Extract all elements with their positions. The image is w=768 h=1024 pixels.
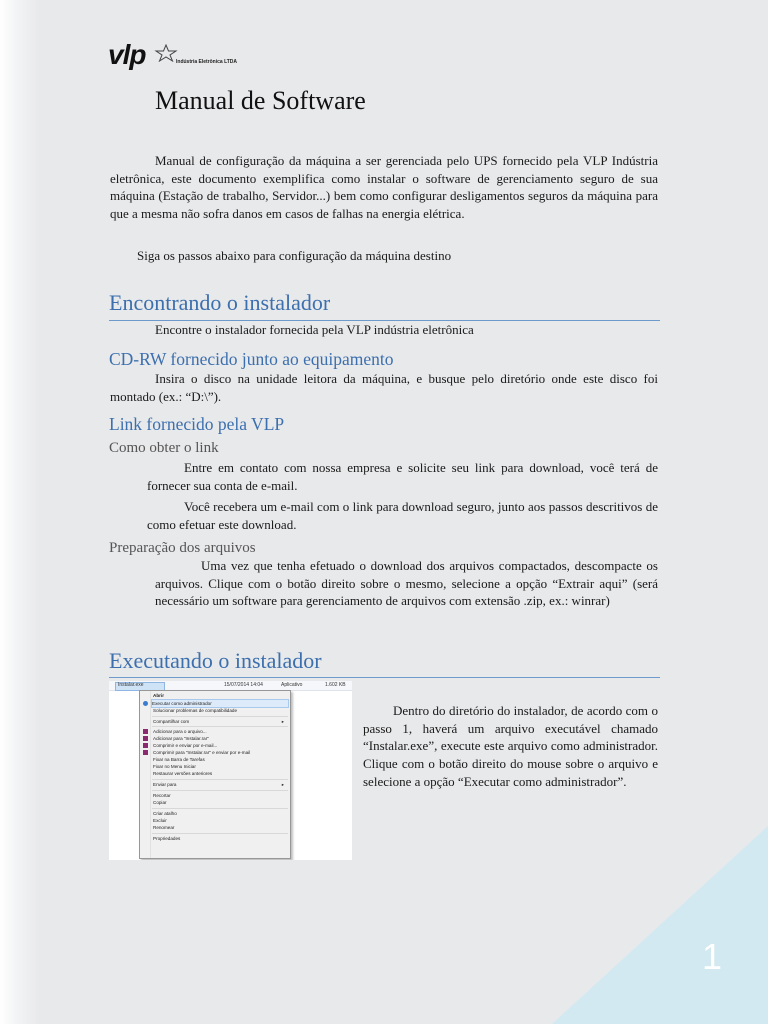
menu-item: Criar atalho [153,811,177,816]
logo-star-icon [154,44,178,62]
how-text-1: Entre em contato com nossa empresa e solicite seu link para download, você terá de fornecer sua conta de e-mail. [147,460,658,493]
file-name: Instalar.exe [118,682,144,688]
chevron-right-icon: ▸ [281,719,284,724]
how-text-2: Você recebera um e-mail com o link para download seguro, junto aos passos descritivos de como efetuar este download. [147,499,658,532]
subheading-cd-rw: CD-RW fornecido junto ao equipamento [109,349,394,369]
chevron-right-icon: ▸ [281,782,284,787]
winrar-icon [143,743,148,748]
steps-intro: Siga os passos abaixo para configuração da máquina destino [137,248,452,263]
company-logo [108,40,238,74]
section-rule [109,320,660,321]
page-edge-shadow [0,0,40,1024]
menu-item: Copiar [153,800,167,805]
file-type: Aplicativo [281,682,303,688]
winrar-icon [143,750,148,755]
menu-item: Adicionar para "Instalar.rar" [153,736,209,741]
menu-item: Renomear [153,825,175,830]
executing-text: Dentro do diretório do instalador, de acordo com o passo 1, haverá um arquivo executável chamado “Instalar.exe”, execute este arquivo como administrador. Clique com o botão direito do mouse sobre o arquivo e selecione a opção “Executar como administrador”. [363,703,658,789]
logo-brand: vlp [108,39,146,70]
winrar-icon [143,736,148,741]
menu-item: Excluir [153,818,167,823]
menu-item-submenu: Compartilhar com ▸ [153,719,284,724]
menu-item: Comprimir para "Instalar.rar" e enviar por e-mail [153,750,251,755]
cd-text: Insira o disco na unidade leitora da máquina, e busque pelo diretório onde este disco foi montado (ex.: “D:\”). [110,371,658,404]
subheading-link: Link fornecido pela VLP [109,414,285,434]
section-heading-encontrando: Encontrando o instalador [109,290,331,315]
logo-subtitle: Indústria Eletrônica LTDA [176,59,238,65]
menu-item: Comprimir e enviar por e-mail... [153,743,218,748]
section-heading-executando: Executando o instalador [109,648,322,673]
subheading-preparacao: Preparação dos arquivos [109,540,256,556]
menu-item-submenu: Enviar para ▸ [153,782,284,787]
prep-text: Uma vez que tenha efetuado o download dos arquivos compactados, descompacte os arquivos. Clique com o botão direito sobre o mesmo, selecione a opção “Extrair aqui” (será necessário um software para gerenciamento de arquivos com extensão .zip, ex.: winrar) [155,558,658,609]
document-title: Manual de Software [155,86,366,115]
menu-item: Abrir [153,693,164,698]
menu-item: Solucionar problemas de compatibilidade [153,708,238,713]
shield-icon [143,701,148,706]
section-rule [109,677,660,678]
section1-text: Encontre o instalador fornecida pela VLP indústria eletrônica [155,322,474,337]
subheading-como-obter: Como obter o link [109,440,219,456]
menu-item: Fixar no Menu Iniciar [153,764,196,769]
menu-item-selected: Executar como administrador [151,699,289,708]
context-menu [139,690,291,859]
winrar-icon [143,729,148,734]
intro-paragraph: Manual de configuração da máquina a ser gerenciada pelo UPS fornecido pela VLP Indústria eletrônica, este documento exemplifica como instalar o software de gerenciamento seguro de sua máquina (Estação de trabalho, Servidor...) bem como configurar desligamentos seguros da máquina para que a mesma não sofra danos em casos de falhas na energia elétrica. [110,153,658,222]
file-size: 1.602 KB [325,682,346,688]
menu-item: Recortar [153,793,171,798]
menu-item: Propriedades [153,836,181,841]
menu-item: Fixar na Barra de Tarefas [153,757,205,762]
context-menu-screenshot [109,681,352,860]
page-number: 1 [701,936,722,977]
file-date: 15/07/2014 14:04 [224,682,263,688]
menu-item: Restaurar versões anteriores [153,771,213,776]
menu-item: Adicionar para o arquivo... [153,729,207,734]
